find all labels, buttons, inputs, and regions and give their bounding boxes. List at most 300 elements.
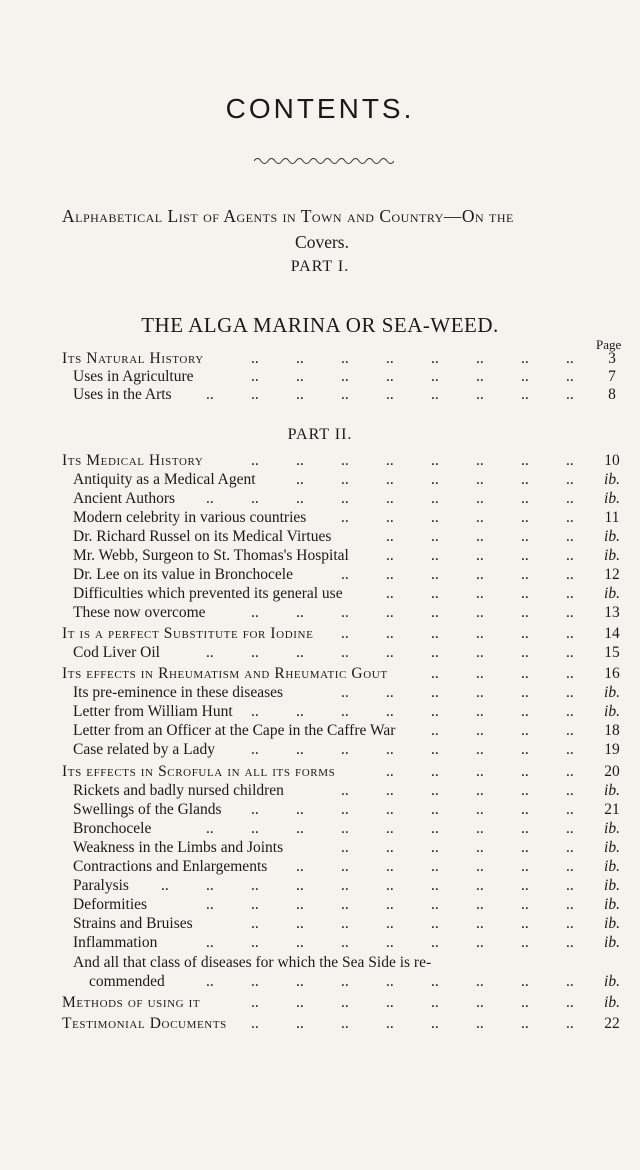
dot-leader-group: ..	[431, 625, 439, 642]
dot-leader-group: ..	[476, 585, 484, 602]
dot-leader-group: ..	[476, 644, 484, 661]
dot-leader-group: ..	[566, 858, 574, 875]
dot-leader-group: ..	[296, 703, 304, 720]
dot-leader-group: ..	[431, 782, 439, 799]
dot-leader-group: ..	[566, 703, 574, 720]
dot-leader-group: ..	[386, 604, 394, 621]
dot-leader-group: ..	[386, 452, 394, 469]
toc-entry-title: Uses in the Arts	[73, 386, 172, 403]
toc-page-number: 16	[604, 665, 620, 682]
toc-page-number: ib.	[604, 782, 620, 799]
toc-page-number: 15	[604, 644, 620, 661]
dot-leader-group: ..	[431, 644, 439, 661]
dot-leader-group: ..	[341, 625, 349, 642]
dot-leader-group: ..	[431, 877, 439, 894]
dot-leader-group: ..	[386, 858, 394, 875]
dot-leader-group: ..	[521, 763, 529, 780]
toc-page-number: ib.	[604, 839, 620, 856]
toc-page-number: ib.	[604, 820, 620, 837]
dot-leader-group: ..	[566, 1015, 574, 1032]
dot-leader-group: ..	[386, 839, 394, 856]
toc-page-number: 12	[604, 566, 620, 583]
part-1-subject: THE ALGA MARINA OR SEA-WEED.	[141, 313, 499, 337]
dot-leader-group: ..	[206, 896, 214, 913]
toc-entry	[0, 470, 640, 490]
toc-entry	[0, 664, 640, 684]
dot-leader-group: ..	[566, 763, 574, 780]
dot-leader-group: ..	[296, 386, 304, 403]
dot-leader-group: ..	[341, 820, 349, 837]
dot-leader-group: ..	[251, 490, 259, 507]
dot-leader-group: ..	[296, 858, 304, 875]
toc-entry-title: Dr. Richard Russel on its Medical Virtues	[73, 528, 332, 545]
dot-leader-group: ..	[296, 915, 304, 932]
toc-page-number: 10	[604, 452, 620, 469]
dot-leader-group: ..	[566, 547, 574, 564]
dot-leader-group: ..	[476, 915, 484, 932]
toc-page-number: ib.	[604, 471, 620, 488]
dot-leader-group: ..	[206, 644, 214, 661]
dot-leader-group: ..	[521, 350, 529, 367]
page-title: CONTENTS.	[225, 93, 415, 124]
dot-leader-group: ..	[341, 386, 349, 403]
dot-leader-group: ..	[521, 801, 529, 818]
dot-leader-group: ..	[386, 782, 394, 799]
dot-leader-group: ..	[521, 644, 529, 661]
toc-page-number: ib.	[604, 585, 620, 602]
dot-leader-group: ..	[431, 973, 439, 990]
dot-leader-group: ..	[521, 528, 529, 545]
dot-leader-group: ..	[431, 896, 439, 913]
toc-entry	[0, 624, 640, 644]
dot-leader-group: ..	[431, 585, 439, 602]
dot-leader-group: ..	[296, 1015, 304, 1032]
dot-leader-group: ..	[476, 782, 484, 799]
dot-leader-group: ..	[251, 741, 259, 758]
part-2-heading: PART II.	[287, 426, 353, 443]
dot-leader-group: ..	[566, 820, 574, 837]
dot-leader-group: ..	[521, 782, 529, 799]
dot-leader-group: ..	[341, 471, 349, 488]
dot-leader-group: ..	[386, 368, 394, 385]
dot-leader-group: ..	[566, 604, 574, 621]
toc-entry-title: Weakness in the Limbs and Joints	[73, 839, 284, 856]
dot-leader-group: ..	[386, 915, 394, 932]
dot-leader-group: ..	[341, 703, 349, 720]
dot-leader-group: ..	[431, 703, 439, 720]
dot-leader-group: ..	[341, 973, 349, 990]
dot-leader-group: ..	[386, 509, 394, 526]
dot-leader-group: ..	[431, 386, 439, 403]
toc-entry	[0, 838, 640, 858]
toc-entry-title: Case related by a Lady	[73, 741, 216, 758]
dot-leader-group: ..	[206, 877, 214, 894]
part-1-heading: PART I.	[290, 258, 350, 275]
toc-entry	[0, 781, 640, 801]
dot-leader-group: ..	[476, 547, 484, 564]
dot-leader-group: ..	[566, 528, 574, 545]
toc-entry	[0, 993, 640, 1013]
dot-leader-group: ..	[476, 471, 484, 488]
dot-leader-group: ..	[476, 386, 484, 403]
dot-leader-group: ..	[296, 490, 304, 507]
dot-leader-group: ..	[476, 604, 484, 621]
toc-page-number: ib.	[604, 684, 620, 701]
toc-entry-title: Mr. Webb, Surgeon to St. Thomas's Hospital	[73, 547, 349, 564]
dot-leader-group: ..	[251, 801, 259, 818]
dot-leader-group: ..	[521, 703, 529, 720]
dot-leader-group: ..	[521, 741, 529, 758]
dot-leader-group: ..	[521, 625, 529, 642]
dot-leader-group: ..	[476, 665, 484, 682]
dot-leader-group: ..	[341, 877, 349, 894]
dot-leader-group: ..	[521, 934, 529, 951]
toc-entry-title: Its Medical History	[62, 452, 204, 469]
toc-entry	[0, 972, 640, 992]
dot-leader-group: ..	[521, 471, 529, 488]
dot-leader-group: ..	[566, 625, 574, 642]
toc-entry-title: Strains and Bruises	[73, 915, 193, 932]
dot-leader-group: ..	[566, 644, 574, 661]
dot-leader-group: ..	[341, 452, 349, 469]
toc-entry-title: Contractions and Enlargements	[73, 858, 268, 875]
dot-leader-group: ..	[431, 452, 439, 469]
dot-leader-group: ..	[341, 644, 349, 661]
dot-leader-group: ..	[251, 350, 259, 367]
dot-leader-group: ..	[341, 368, 349, 385]
dot-leader-group: ..	[386, 994, 394, 1011]
dot-leader-group: ..	[341, 350, 349, 367]
toc-entry-title: Bronchocele	[73, 820, 152, 837]
toc-page-number: ib.	[604, 934, 620, 951]
toc-entry	[0, 819, 640, 839]
toc-entry-title: Its effects in Rheumatism and Rheumatic Gout	[62, 665, 388, 682]
dot-leader-group: ..	[431, 665, 439, 682]
dot-leader-group: ..	[566, 368, 574, 385]
dot-leader-group: ..	[251, 820, 259, 837]
dot-leader-group: ..	[386, 566, 394, 583]
dot-leader-group: ..	[476, 566, 484, 583]
dot-leader-group: ..	[296, 896, 304, 913]
dot-leader-group: ..	[566, 350, 574, 367]
toc-entry	[0, 451, 640, 471]
dot-leader-group: ..	[476, 368, 484, 385]
toc-entry-title: Modern celebrity in various countries	[73, 509, 307, 526]
toc-page-number: ib.	[604, 896, 620, 913]
dot-leader-group: ..	[476, 509, 484, 526]
dot-leader-group: ..	[431, 471, 439, 488]
dot-leader-group: ..	[566, 452, 574, 469]
dot-leader-group: ..	[296, 973, 304, 990]
dot-leader-group: ..	[566, 509, 574, 526]
dot-leader-group: ..	[251, 368, 259, 385]
dot-leader-group: ..	[476, 350, 484, 367]
toc-page-number: 18	[604, 722, 620, 739]
dot-leader-group: ..	[296, 741, 304, 758]
toc-entry	[0, 489, 640, 509]
dot-leader-group: ..	[386, 625, 394, 642]
dot-leader-group: ..	[296, 801, 304, 818]
dot-leader-group: ..	[431, 509, 439, 526]
dot-leader-group: ..	[386, 877, 394, 894]
dot-leader-group: ..	[341, 684, 349, 701]
dot-leader-group: ..	[476, 763, 484, 780]
toc-entry	[0, 584, 640, 604]
toc-entry-title: These now overcome	[73, 604, 206, 621]
toc-page-number: ib.	[604, 858, 620, 875]
dot-leader-group: ..	[566, 782, 574, 799]
dot-leader-group: ..	[386, 934, 394, 951]
dot-leader-group: ..	[566, 934, 574, 951]
dot-leader-group: ..	[566, 722, 574, 739]
dot-leader-group: ..	[386, 684, 394, 701]
dot-leader-group: ..	[431, 722, 439, 739]
dot-leader-group: ..	[386, 350, 394, 367]
toc-entry	[0, 603, 640, 623]
dot-leader-group: ..	[431, 934, 439, 951]
dot-leader-group: ..	[386, 386, 394, 403]
dot-leader-group: ..	[386, 528, 394, 545]
toc-entry	[0, 953, 640, 973]
toc-entry	[0, 683, 640, 703]
toc-page-number: ib.	[604, 703, 620, 720]
dot-leader-group: ..	[251, 386, 259, 403]
dot-leader-group: ..	[566, 973, 574, 990]
toc-entry-title: Its effects in Scrofula in all its forms	[62, 763, 336, 780]
dot-leader-group: ..	[476, 1015, 484, 1032]
dot-leader-group: ..	[566, 801, 574, 818]
toc-entry	[0, 914, 640, 934]
dot-leader-group: ..	[431, 490, 439, 507]
toc-entry	[0, 508, 640, 528]
dot-leader-group: ..	[566, 994, 574, 1011]
dot-leader-group: ..	[566, 896, 574, 913]
toc-entry	[0, 933, 640, 953]
dot-leader-group: ..	[521, 896, 529, 913]
toc-entry	[0, 367, 640, 387]
dot-leader-group: ..	[341, 994, 349, 1011]
dot-leader-group: ..	[431, 820, 439, 837]
dot-leader-group: ..	[476, 820, 484, 837]
dot-leader-group: ..	[521, 1015, 529, 1032]
dot-leader-group: ..	[206, 386, 214, 403]
dot-leader-group: ..	[431, 566, 439, 583]
toc-page-number: 14	[604, 625, 620, 642]
toc-entry	[0, 1014, 640, 1034]
dot-leader-group: ..	[521, 566, 529, 583]
toc-page-number: 13	[604, 604, 620, 621]
toc-entry-title: Its pre-eminence in these diseases	[73, 684, 284, 701]
dot-leader-group: ..	[431, 994, 439, 1011]
dot-leader-group: ..	[206, 820, 214, 837]
dot-leader-group: ..	[431, 1015, 439, 1032]
intro-line	[62, 203, 622, 255]
dot-leader-group: ..	[566, 684, 574, 701]
intro-line-2: Covers.	[295, 232, 349, 252]
dot-leader-group: ..	[431, 528, 439, 545]
dot-leader-group: ..	[566, 471, 574, 488]
toc-entry-title: Deformities	[73, 896, 148, 913]
toc-entry-title: Cod Liver Oil	[73, 644, 160, 661]
dot-leader-group: ..	[341, 934, 349, 951]
dot-leader-group: ..	[521, 722, 529, 739]
dot-leader-group: ..	[251, 896, 259, 913]
dot-leader-group: ..	[476, 994, 484, 1011]
toc-entry	[0, 857, 640, 877]
toc-entry-title: Letter from William Hunt	[73, 703, 233, 720]
toc-entry	[0, 740, 640, 760]
dot-leader-group: ..	[341, 782, 349, 799]
dot-leader-group: ..	[296, 877, 304, 894]
dot-leader-group: ..	[251, 973, 259, 990]
dot-leader-group: ..	[296, 368, 304, 385]
dot-leader-group: ..	[431, 839, 439, 856]
toc-entry-title: Inflammation	[73, 934, 158, 951]
dot-leader-group: ..	[431, 763, 439, 780]
dot-leader-group: ..	[386, 973, 394, 990]
dot-leader-group: ..	[476, 896, 484, 913]
dot-leader-group: ..	[341, 801, 349, 818]
dot-leader-group: ..	[431, 350, 439, 367]
dot-leader-group: ..	[251, 604, 259, 621]
toc-page-number: 3	[608, 350, 616, 367]
toc-entry-title: It is a perfect Substitute for Iodine	[62, 625, 314, 642]
wavy-rule-ornament	[254, 155, 394, 167]
toc-entry	[0, 800, 640, 820]
dot-leader-group: ..	[521, 585, 529, 602]
dot-leader-group: ..	[521, 858, 529, 875]
dot-leader-group: ..	[386, 490, 394, 507]
dot-leader-group: ..	[206, 490, 214, 507]
dot-leader-group: ..	[386, 801, 394, 818]
toc-entry-title: Uses in Agriculture	[73, 368, 194, 385]
dot-leader-group: ..	[296, 934, 304, 951]
toc-page-number: 20	[604, 763, 620, 780]
dot-leader-group: ..	[521, 547, 529, 564]
dot-leader-group: ..	[476, 625, 484, 642]
toc-page-number: 8	[608, 386, 616, 403]
dot-leader-group: ..	[521, 665, 529, 682]
dot-leader-group: ..	[296, 604, 304, 621]
dot-leader-group: ..	[296, 644, 304, 661]
toc-entry	[0, 762, 640, 782]
dot-leader-group: ..	[341, 1015, 349, 1032]
toc-entry	[0, 702, 640, 722]
dot-leader-group: ..	[341, 896, 349, 913]
dot-leader-group: ..	[521, 604, 529, 621]
dot-leader-group: ..	[566, 386, 574, 403]
dot-leader-group: ..	[386, 644, 394, 661]
dot-leader-group: ..	[566, 585, 574, 602]
dot-leader-group: ..	[431, 915, 439, 932]
dot-leader-group: ..	[476, 741, 484, 758]
dot-leader-group: ..	[566, 566, 574, 583]
dot-leader-group: ..	[566, 665, 574, 682]
dot-leader-group: ..	[341, 839, 349, 856]
dot-leader-group: ..	[431, 858, 439, 875]
toc-page-number: ib.	[604, 973, 620, 990]
dot-leader-group: ..	[431, 741, 439, 758]
dot-leader-group: ..	[161, 877, 169, 894]
intro-line-1: Alphabetical List of Agents in Town and Country—On the	[62, 206, 514, 226]
dot-leader-group: ..	[431, 801, 439, 818]
toc-entry	[0, 349, 640, 369]
dot-leader-group: ..	[251, 644, 259, 661]
toc-page-number: 22	[604, 1015, 620, 1032]
dot-leader-group: ..	[341, 604, 349, 621]
toc-entry	[0, 895, 640, 915]
toc-entry-title: Testimonial Documents	[62, 1015, 227, 1032]
dot-leader-group: ..	[296, 820, 304, 837]
dot-leader-group: ..	[476, 858, 484, 875]
dot-leader-group: ..	[566, 915, 574, 932]
dot-leader-group: ..	[521, 839, 529, 856]
toc-page-number: 7	[608, 368, 616, 385]
dot-leader-group: ..	[296, 994, 304, 1011]
dot-leader-group: ..	[386, 896, 394, 913]
toc-entry-title: Antiquity as a Medical Agent	[73, 471, 256, 488]
toc-entry-title: Methods of using it	[62, 994, 201, 1011]
dot-leader-group: ..	[431, 547, 439, 564]
toc-entry	[0, 876, 640, 896]
toc-entry	[0, 643, 640, 663]
dot-leader-group: ..	[476, 973, 484, 990]
dot-leader-group: ..	[431, 368, 439, 385]
toc-entry-title: Swellings of the Glands	[73, 801, 222, 818]
dot-leader-group: ..	[251, 1015, 259, 1032]
dot-leader-group: ..	[341, 509, 349, 526]
dot-leader-group: ..	[296, 350, 304, 367]
toc-page-number: 21	[604, 801, 620, 818]
dot-leader-group: ..	[296, 452, 304, 469]
toc-entry	[0, 546, 640, 566]
toc-page-number: 19	[604, 741, 620, 758]
dot-leader-group: ..	[521, 386, 529, 403]
dot-leader-group: ..	[431, 604, 439, 621]
dot-leader-group: ..	[296, 471, 304, 488]
dot-leader-group: ..	[521, 368, 529, 385]
dot-leader-group: ..	[341, 858, 349, 875]
dot-leader-group: ..	[521, 973, 529, 990]
dot-leader-group: ..	[521, 994, 529, 1011]
dot-leader-group: ..	[341, 741, 349, 758]
dot-leader-group: ..	[341, 915, 349, 932]
dot-leader-group: ..	[476, 839, 484, 856]
toc-entry-title: Paralysis	[73, 877, 129, 894]
dot-leader-group: ..	[521, 684, 529, 701]
dot-leader-group: ..	[251, 452, 259, 469]
toc-entry	[0, 721, 640, 741]
dot-leader-group: ..	[476, 684, 484, 701]
dot-leader-group: ..	[386, 820, 394, 837]
page-column-heading: Page	[596, 337, 622, 352]
dot-leader-group: ..	[476, 722, 484, 739]
dot-leader-group: ..	[431, 684, 439, 701]
dot-leader-group: ..	[521, 915, 529, 932]
dot-leader-group: ..	[521, 452, 529, 469]
toc-page-number: ib.	[604, 528, 620, 545]
dot-leader-group: ..	[386, 741, 394, 758]
toc-page-number: 11	[604, 509, 620, 526]
toc-page-number: ib.	[604, 490, 620, 507]
dot-leader-group: ..	[251, 703, 259, 720]
toc-page-number: ib.	[604, 994, 620, 1011]
dot-leader-group: ..	[206, 934, 214, 951]
toc-entry-title: Ancient Authors	[73, 490, 176, 507]
toc-entry-title: Its Natural History	[62, 350, 204, 367]
dot-leader-group: ..	[521, 820, 529, 837]
dot-leader-group: ..	[341, 490, 349, 507]
